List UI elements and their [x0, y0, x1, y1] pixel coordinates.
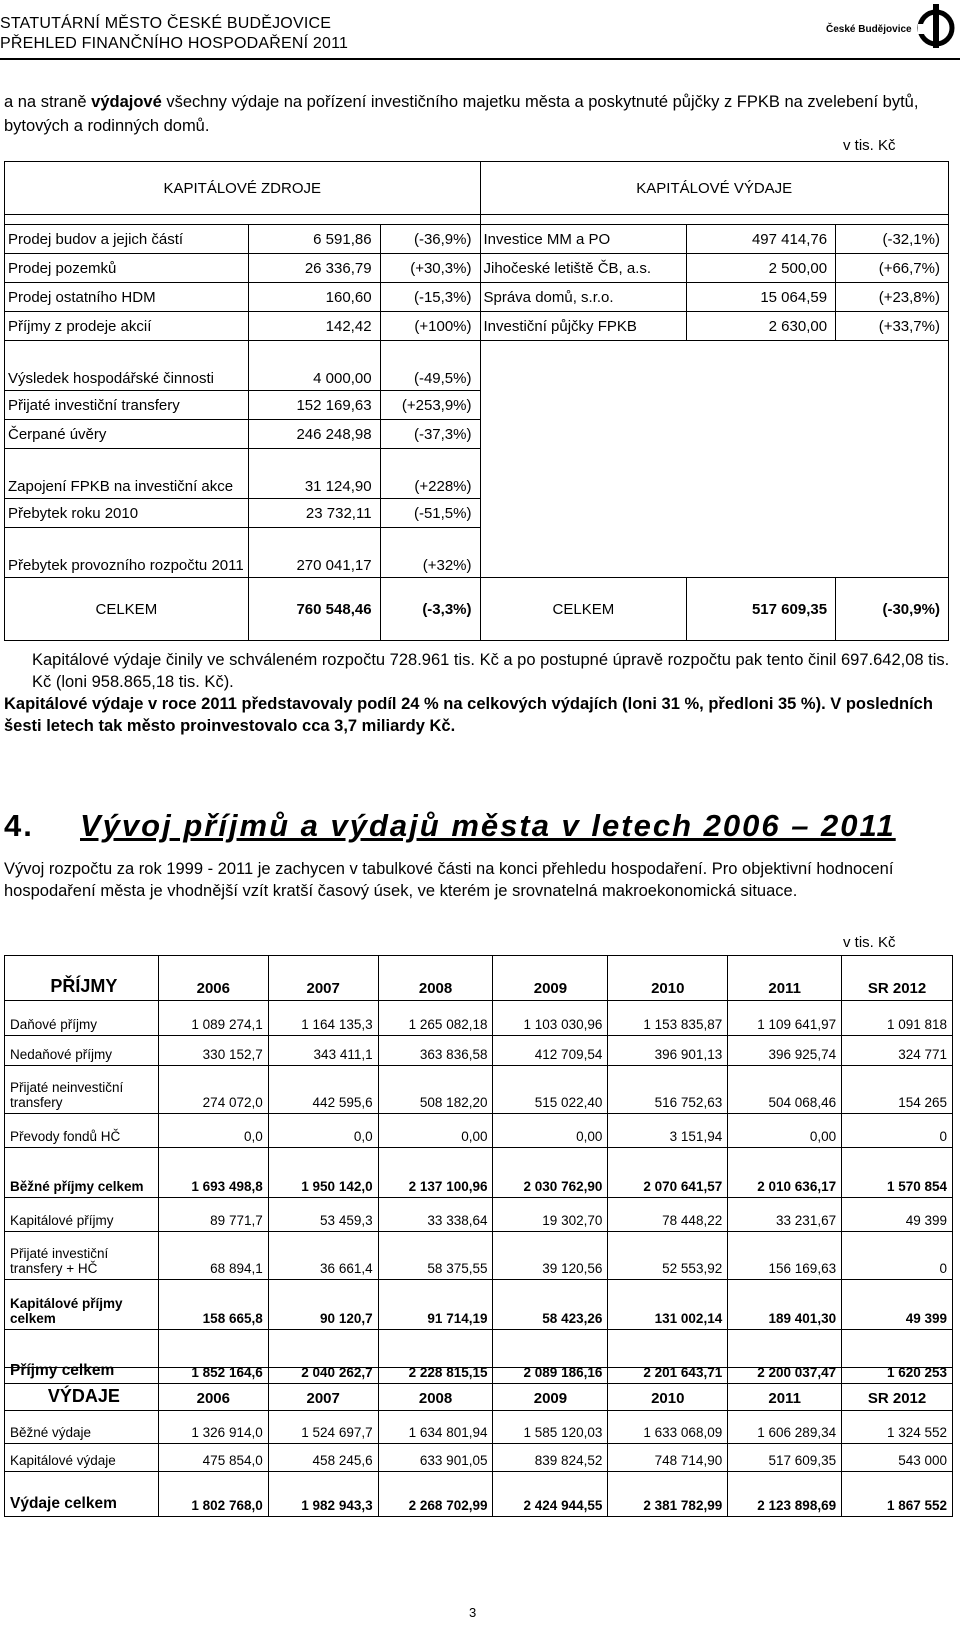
row-value: 19 302,70	[493, 1198, 608, 1232]
row-value: 58 375,55	[378, 1232, 493, 1280]
unit-label-2: v tis. Kč	[843, 934, 896, 951]
row-value: 0	[842, 1232, 953, 1280]
row-value: 0,00	[728, 1114, 842, 1148]
source-change: (+253,9%)	[380, 391, 480, 420]
source-label: Výsledek hospodářské činnosti	[5, 341, 249, 391]
source-change: (-15,3%)	[380, 283, 480, 312]
row-value: 2 200 037,47	[728, 1330, 842, 1384]
city-logo	[826, 4, 960, 48]
section-title: Vývoj příjmů a výdajů města v letech 2006 – 2011	[80, 808, 896, 843]
row-label: Přijaté investiční transfery + HČ	[5, 1232, 159, 1280]
row-value: 504 068,46	[728, 1066, 842, 1114]
source-value: 246 248,98	[248, 420, 380, 449]
expense-value: 2 500,00	[687, 254, 836, 283]
capital-row	[5, 225, 949, 254]
capital-row	[5, 312, 949, 341]
row-value: 748 714,90	[608, 1444, 728, 1472]
row-value: 154 265	[842, 1066, 953, 1114]
row-value: 1 693 498,8	[158, 1148, 268, 1198]
row-value: 1 606 289,34	[728, 1411, 842, 1444]
row-value: 2 070 641,57	[608, 1148, 728, 1198]
expense-label: Investice MM a PO	[480, 225, 687, 254]
intro-post: všechny výdaje na pořízení investičního majetku města a poskytnuté půjčky z FPKB na zvelebení bytů, bytových a rodinných domů.	[4, 93, 919, 135]
row-value: 49 399	[842, 1280, 953, 1330]
income-row	[5, 1198, 953, 1232]
source-label: Čerpané úvěry	[5, 420, 249, 449]
source-value: 4 000,00	[248, 341, 380, 391]
row-value: 1 153 835,87	[608, 1001, 728, 1036]
source-value: 152 169,63	[248, 391, 380, 420]
page-header	[0, 14, 348, 54]
row-label: Kapitálové příjmy celkem	[5, 1280, 159, 1330]
expense-value: 497 414,76	[687, 225, 836, 254]
col-year: 2010	[608, 956, 728, 1001]
row-value: 2 381 782,99	[608, 1472, 728, 1517]
row-value: 49 399	[842, 1198, 953, 1232]
source-change: (+228%)	[380, 449, 480, 499]
row-value: 89 771,7	[158, 1198, 268, 1232]
income-row	[5, 1001, 953, 1036]
row-value: 1 852 164,6	[158, 1330, 268, 1384]
expenses-row	[5, 1444, 953, 1472]
cb-logo-icon	[914, 4, 958, 48]
row-value: 1 324 552	[842, 1411, 953, 1444]
income-row	[5, 1280, 953, 1330]
row-value: 0,00	[378, 1114, 493, 1148]
col-year: 2011	[728, 956, 842, 1001]
col-year: 2007	[268, 956, 378, 1001]
col-year: 2011	[728, 1368, 842, 1411]
row-label: Běžné výdaje	[5, 1411, 159, 1444]
income-row	[5, 1114, 953, 1148]
row-value: 2 137 100,96	[378, 1148, 493, 1198]
header-report-title: PŘEHLED FINANČNÍHO HOSPODAŘENÍ 2011	[0, 35, 349, 52]
row-value: 543 000	[842, 1444, 953, 1472]
row-value: 1 524 697,7	[268, 1411, 378, 1444]
capital-header-row	[5, 162, 949, 215]
row-value: 1 109 641,97	[728, 1001, 842, 1036]
sources-total-label: CELKEM	[5, 578, 249, 641]
row-value: 396 901,13	[608, 1036, 728, 1066]
capital-note: Kapitálové výdaje činily ve schváleném rozpočtu 728.961 tis. Kč a po postupné úpravě rozpočtu pak tento činil 697.642,08 tis. Kč (loni 958.865,18 tis. Kč).	[32, 651, 950, 691]
row-value: 363 836,58	[378, 1036, 493, 1066]
col-year: 2008	[378, 956, 493, 1001]
row-value: 0,00	[493, 1114, 608, 1148]
source-label: Prodej ostatního HDM	[5, 283, 249, 312]
row-label: Přijaté neinvestiční transfery	[5, 1066, 159, 1114]
sources-total-value: 760 548,46	[248, 578, 380, 641]
row-value: 1 089 274,1	[158, 1001, 268, 1036]
source-label: Přebytek provozního rozpočtu 2011	[5, 528, 249, 578]
source-change: (+100%)	[380, 312, 480, 341]
expenses-row	[5, 1411, 953, 1444]
expense-change: (+33,7%)	[836, 312, 949, 341]
row-value: 156 169,63	[728, 1232, 842, 1280]
expenses-total-label: CELKEM	[480, 578, 687, 641]
header-rule	[0, 58, 960, 60]
income-table	[4, 955, 953, 1384]
source-change: (+30,3%)	[380, 254, 480, 283]
source-value: 270 041,17	[248, 528, 380, 578]
source-change: (-36,9%)	[380, 225, 480, 254]
col-year: 2009	[493, 956, 608, 1001]
row-value: 0,0	[158, 1114, 268, 1148]
col-year: SR 2012	[842, 956, 953, 1001]
row-value: 91 714,19	[378, 1280, 493, 1330]
expense-value: 2 630,00	[687, 312, 836, 341]
col-year: 2006	[158, 956, 268, 1001]
row-value: 274 072,0	[158, 1066, 268, 1114]
row-value: 508 182,20	[378, 1066, 493, 1114]
row-value: 1 326 914,0	[158, 1411, 268, 1444]
row-label: Nedaňové příjmy	[5, 1036, 159, 1066]
row-value: 1 950 142,0	[268, 1148, 378, 1198]
col-year: 2008	[378, 1368, 493, 1411]
source-change: (-37,3%)	[380, 420, 480, 449]
row-value: 2 123 898,69	[728, 1472, 842, 1517]
row-value: 158 665,8	[158, 1280, 268, 1330]
expense-change: (+66,7%)	[836, 254, 949, 283]
row-value: 633 901,05	[378, 1444, 493, 1472]
row-value: 475 854,0	[158, 1444, 268, 1472]
capital-row	[5, 283, 949, 312]
row-value: 2 040 262,7	[268, 1330, 378, 1384]
logo-text: České Budějovice	[826, 24, 912, 35]
row-value: 2 268 702,99	[378, 1472, 493, 1517]
source-label: Přijaté investiční transfery	[5, 391, 249, 420]
row-value: 33 231,67	[728, 1198, 842, 1232]
sources-total-change: (-3,3%)	[380, 578, 480, 641]
row-value: 68 894,1	[158, 1232, 268, 1280]
row-value: 1 103 030,96	[493, 1001, 608, 1036]
income-row	[5, 1148, 953, 1198]
source-value: 142,42	[248, 312, 380, 341]
income-row	[5, 1232, 953, 1280]
row-value: 90 120,7	[268, 1280, 378, 1330]
row-label: Kapitálové výdaje	[5, 1444, 159, 1472]
row-value: 1 634 801,94	[378, 1411, 493, 1444]
row-value: 442 595,6	[268, 1066, 378, 1114]
row-value: 330 152,7	[158, 1036, 268, 1066]
row-label: Výdaje celkem	[5, 1472, 159, 1517]
expense-label: Jihočeské letiště ČB, a.s.	[480, 254, 687, 283]
income-title: PŘÍJMY	[5, 956, 159, 1001]
source-value: 23 732,11	[248, 499, 380, 528]
expenses-header-row	[5, 1368, 953, 1411]
source-value: 160,60	[248, 283, 380, 312]
row-value: 1 867 552	[842, 1472, 953, 1517]
income-row	[5, 1036, 953, 1066]
source-value: 6 591,86	[248, 225, 380, 254]
col-year: 2007	[268, 1368, 378, 1411]
row-value: 1 802 768,0	[158, 1472, 268, 1517]
row-value: 36 661,4	[268, 1232, 378, 1280]
row-label: Převody fondů HČ	[5, 1114, 159, 1148]
expenses-table	[4, 1367, 953, 1517]
source-label: Prodej budov a jejich částí	[5, 225, 249, 254]
row-value: 0	[842, 1114, 953, 1148]
row-value: 189 401,30	[728, 1280, 842, 1330]
row-value: 1 982 943,3	[268, 1472, 378, 1517]
expense-change: (-32,1%)	[836, 225, 949, 254]
source-label: Přebytek roku 2010	[5, 499, 249, 528]
row-value: 1 633 068,09	[608, 1411, 728, 1444]
row-value: 343 411,1	[268, 1036, 378, 1066]
source-change: (-51,5%)	[380, 499, 480, 528]
row-value: 516 752,63	[608, 1066, 728, 1114]
row-value: 2 010 636,17	[728, 1148, 842, 1198]
row-value: 396 925,74	[728, 1036, 842, 1066]
capital-table	[4, 161, 949, 641]
unit-label: v tis. Kč	[843, 137, 896, 154]
row-value: 1 091 818	[842, 1001, 953, 1036]
capital-row	[5, 341, 949, 391]
capital-expenses-header: KAPITÁLOVÉ VÝDAJE	[480, 162, 949, 215]
income-header-row	[5, 956, 953, 1001]
expenses-total-value: 517 609,35	[687, 578, 836, 641]
expense-label: Investiční půjčky FPKB	[480, 312, 687, 341]
expense-change: (+23,8%)	[836, 283, 949, 312]
expenses-title: VÝDAJE	[5, 1368, 159, 1411]
row-label: Daňové příjmy	[5, 1001, 159, 1036]
row-value: 33 338,64	[378, 1198, 493, 1232]
row-label: Kapitálové příjmy	[5, 1198, 159, 1232]
section-number: 4.	[4, 808, 34, 843]
expenses-empty-area	[480, 341, 949, 578]
row-value: 1 570 854	[842, 1148, 953, 1198]
source-label: Prodej pozemků	[5, 254, 249, 283]
section-paragraph: Vývoj rozpočtu za rok 1999 - 2011 je zachycen v tabulkové části na konci přehledu hospodaření. Pro objektivní hodnocení hospodaření města je vhodnější vzít kratší časový úsek, ve kterém je srovnatelná makroekonomická situace.	[4, 860, 894, 900]
income-row	[5, 1066, 953, 1114]
source-label: Zapojení FPKB na investiční akce	[5, 449, 249, 499]
capital-row	[5, 254, 949, 283]
row-value: 517 609,35	[728, 1444, 842, 1472]
source-value: 31 124,90	[248, 449, 380, 499]
expenses-row	[5, 1472, 953, 1517]
col-year: 2010	[608, 1368, 728, 1411]
row-value: 2 030 762,90	[493, 1148, 608, 1198]
row-value: 52 553,92	[608, 1232, 728, 1280]
row-value: 78 448,22	[608, 1198, 728, 1232]
col-year: 2009	[493, 1368, 608, 1411]
col-year: 2006	[158, 1368, 268, 1411]
row-value: 2 424 944,55	[493, 1472, 608, 1517]
capital-note-bold: Kapitálové výdaje v roce 2011 představovaly podíl 24 % na celkových výdajích (loni 31 %, předloni 35 %). V posledních šesti letech tak město proinvestovalo cca 3,7 miliardy Kč.	[4, 695, 933, 735]
row-value: 412 709,54	[493, 1036, 608, 1066]
row-value: 131 002,14	[608, 1280, 728, 1330]
row-value: 1 164 135,3	[268, 1001, 378, 1036]
header-city: STATUTÁRNÍ MĚSTO ČESKÉ BUDĚJOVICE	[0, 15, 332, 32]
row-value: 1 620 253	[842, 1330, 953, 1384]
row-value: 58 423,26	[493, 1280, 608, 1330]
expenses-total-change: (-30,9%)	[836, 578, 949, 641]
row-value: 1 265 082,18	[378, 1001, 493, 1036]
intro-bold: výdajové	[91, 93, 162, 111]
source-change: (+32%)	[380, 528, 480, 578]
row-value: 515 022,40	[493, 1066, 608, 1114]
row-label: Běžné příjmy celkem	[5, 1148, 159, 1198]
row-value: 53 459,3	[268, 1198, 378, 1232]
page-number: 3	[469, 1605, 477, 1620]
row-value: 0,0	[268, 1114, 378, 1148]
capital-sources-header: KAPITÁLOVÉ ZDROJE	[5, 162, 481, 215]
col-year: SR 2012	[842, 1368, 953, 1411]
row-label: Příjmy celkem	[5, 1330, 159, 1384]
row-value: 839 824,52	[493, 1444, 608, 1472]
row-value: 2 089 186,16	[493, 1330, 608, 1384]
expense-label: Správa domů, s.r.o.	[480, 283, 687, 312]
intro-pre: a na straně	[4, 93, 92, 111]
source-change: (-49,5%)	[380, 341, 480, 391]
row-value: 324 771	[842, 1036, 953, 1066]
source-value: 26 336,79	[248, 254, 380, 283]
expense-value: 15 064,59	[687, 283, 836, 312]
row-value: 3 151,94	[608, 1114, 728, 1148]
row-value: 458 245,6	[268, 1444, 378, 1472]
row-value: 39 120,56	[493, 1232, 608, 1280]
intro-paragraph	[4, 90, 952, 138]
row-value: 2 201 643,71	[608, 1330, 728, 1384]
capital-total-row	[5, 578, 949, 641]
row-value: 1 585 120,03	[493, 1411, 608, 1444]
row-value: 2 228 815,15	[378, 1330, 493, 1384]
source-label: Příjmy z prodeje akcií	[5, 312, 249, 341]
